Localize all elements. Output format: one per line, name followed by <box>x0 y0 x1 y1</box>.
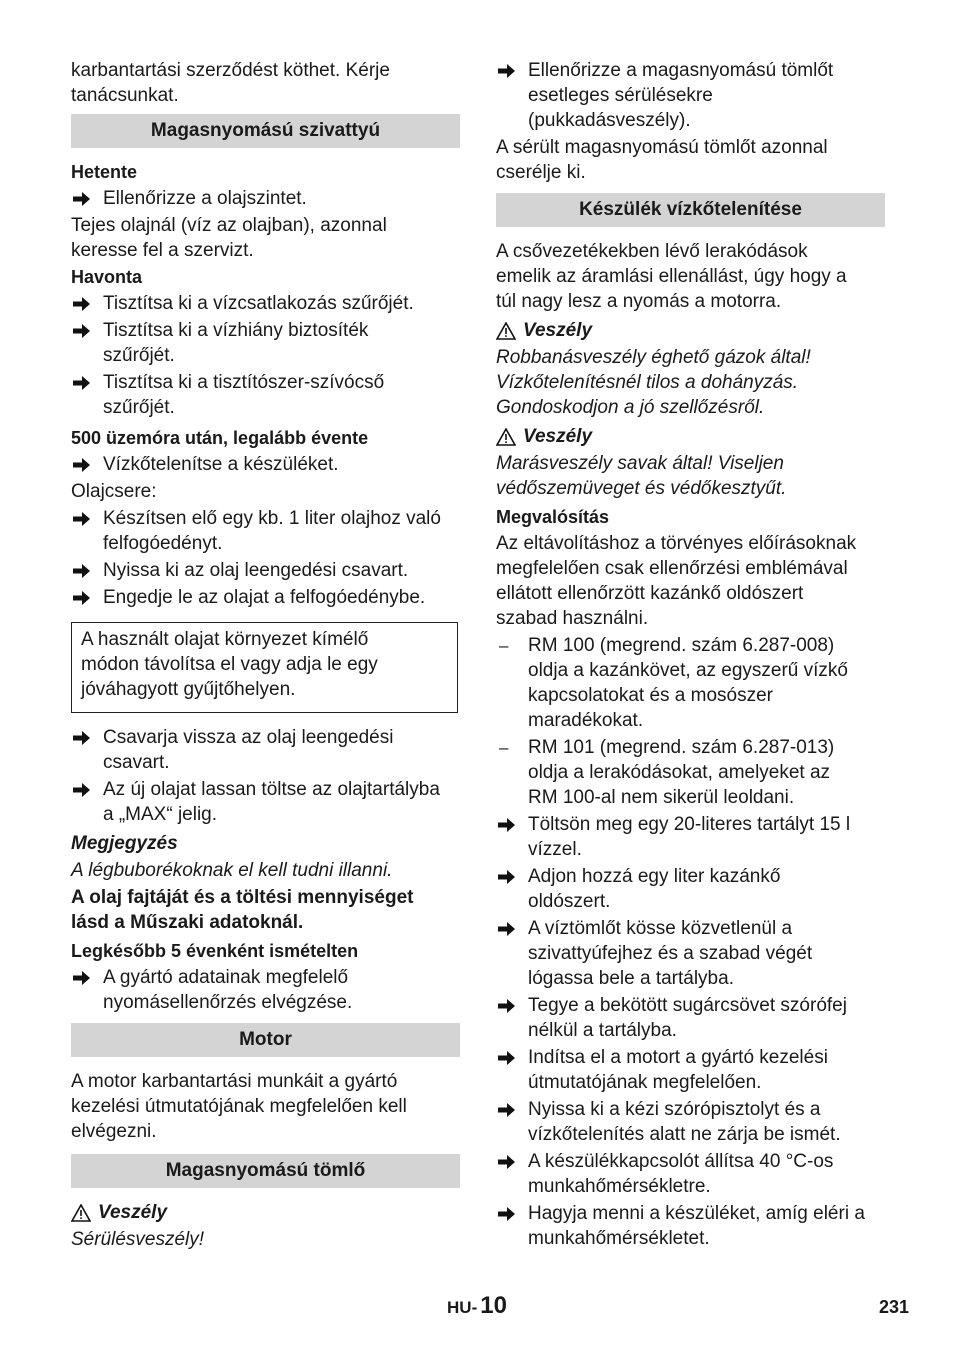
list-item: Tisztítsa ki a tisztítószer-szívócső szűrőjét. <box>71 370 460 420</box>
arrow-icon <box>498 1206 516 1222</box>
arrow-icon <box>498 1102 516 1118</box>
arrow-icon <box>498 998 516 1014</box>
heading-500-hours: 500 üzemóra után, legalább évente <box>71 428 369 448</box>
footer-separator: - <box>471 1298 478 1317</box>
warning-text: Sérülésveszély! <box>71 1229 205 1250</box>
arrow-icon <box>73 511 91 527</box>
intro-text: karbantartási szerződést köthet. Kérje tanácsunkat. <box>71 60 390 106</box>
list-item: Hagyja menni a készüléket, amíg eléri a munkahőmérsékletet. <box>496 1201 885 1251</box>
oil-change-label: Olajcsere: <box>71 481 157 502</box>
arrow-icon <box>73 457 91 473</box>
language-code: HU <box>447 1298 472 1317</box>
hose-text: A sérült magasnyomású tömlőt azonnal cserélje ki. <box>496 137 828 183</box>
motor-text: A motor karbantartási munkáit a gyártó kezelési útmutatójának megfelelően kell elvégezni. <box>71 1071 407 1142</box>
note-italic: A légbuborékoknak el kell tudni illanni. <box>71 860 393 881</box>
environment-notice-box: A használt olajat környezet kímélő módon távolítsa el vagy adja le egy jóváhagyott gyűjtőhelyen. <box>71 622 458 713</box>
descale-text: A csővezetékekben lévő lerakódások emelik az áramlási ellenállást, úgy hogy a túl nagy lesz a nyomás a motorra. <box>496 241 847 312</box>
arrow-icon <box>73 730 91 746</box>
arrow-icon <box>73 323 91 339</box>
list-item: Tisztítsa ki a vízhiány biztosíték szűrőjét. <box>71 318 460 368</box>
arrow-icon <box>73 970 91 986</box>
list-item: Készítsen elő egy kb. 1 liter olajhoz való felfogóedényt. <box>71 506 460 556</box>
arrow-icon <box>498 869 516 885</box>
warning-heading: Veszély <box>71 1200 460 1225</box>
list-item: Indítsa el a motort a gyártó kezelési útmutatójának megfelelően. <box>496 1045 885 1095</box>
list-item: Vízkőtelenítse a készüléket. <box>71 452 460 477</box>
arrow-icon <box>498 63 516 79</box>
list-item: Nyissa ki az olaj leengedési csavart. <box>71 558 460 583</box>
heading-implementation: Megvalósítás <box>496 507 610 527</box>
section-title-descale: Készülék vízkőtelenítése <box>496 193 885 227</box>
section-title-motor: Motor <box>71 1023 460 1057</box>
list-item: Tisztítsa ki a vízcsatlakozás szűrőjét. <box>71 291 460 316</box>
dash-list-item: – RM 101 (megrend. szám 6.287-013) oldja a lerakódásokat, amelyeket az RM 100-al nem sikerül leoldani. <box>499 737 835 808</box>
arrow-icon <box>73 590 91 606</box>
warning-heading: Veszély <box>496 424 885 449</box>
list-item: Az új olajat lassan töltse az olajtartályba a „MAX“ jelig. <box>71 777 460 827</box>
arrow-icon <box>73 375 91 391</box>
dash-bullet: – <box>499 636 509 655</box>
section-title-pump: Magasnyomású szivattyú <box>71 114 460 148</box>
list-item: Töltsön meg egy 20-literes tartályt 15 l vízzel. <box>496 812 885 862</box>
list-item: Engedje le az olajat a felfogóedénybe. <box>71 585 460 610</box>
list-item: Adjon hozzá egy liter kazánkő oldószert. <box>496 864 885 914</box>
arrow-icon <box>498 1050 516 1066</box>
local-page-number: 10 <box>480 1292 507 1319</box>
section-title-hose: Magasnyomású tömlő <box>71 1154 460 1188</box>
warning-heading: Veszély <box>496 318 885 343</box>
list-item: A készülékkapcsolót állítsa 40 °C-os munkahőmérsékletre. <box>496 1149 885 1199</box>
arrow-icon <box>73 563 91 579</box>
dash-bullet: – <box>499 738 509 757</box>
dash-list-item: – RM 100 (megrend. szám 6.287-008) oldja a kazánkövet, az egyszerű vízkő kapcsolatokat és a mosószer maradékokat. <box>499 635 849 731</box>
warning-icon <box>496 428 516 446</box>
list-item: Nyissa ki a kézi szórópisztolyt és a vízkőtelenítés alatt ne zárja be ismét. <box>496 1097 885 1147</box>
warning-icon <box>496 322 516 340</box>
arrow-icon <box>73 782 91 798</box>
left-column <box>71 58 460 1254</box>
list-item: Tegye a bekötött sugárcsövet szórófej nélkül a tartályba. <box>496 993 885 1043</box>
arrow-icon <box>498 817 516 833</box>
list-item: Ellenőrizze a olajszintet. <box>71 186 460 211</box>
heading-weekly: Hetente <box>71 162 138 182</box>
arrow-icon <box>73 191 91 207</box>
arrow-icon <box>498 1154 516 1170</box>
heading-monthly: Havonta <box>71 267 143 287</box>
weekly-text: Tejes olajnál (víz az olajban), azonnal keresse fel a szervizt. <box>71 215 387 261</box>
page-footer-center <box>447 1292 507 1320</box>
note-heading: Megjegyzés <box>71 833 178 854</box>
warning-text: Robbanásveszély éghető gázok által! Vízkőtelenítésnél tilos a dohányzás. Gondoskodjon a jó szellőzésről. <box>496 347 811 418</box>
arrow-icon <box>498 921 516 937</box>
list-item: A gyártó adatainak megfelelő nyomásellenőrzés elvégzése. <box>71 965 460 1015</box>
heading-five-years: Legkésőbb 5 évenként ismételten <box>71 941 359 961</box>
list-item: Ellenőrizze a magasnyomású tömlőt esetleges sérülésekre (pukkadásveszély). <box>496 58 885 133</box>
note-bold: A olaj fajtáját és a töltési mennyiséget lásd a Műszaki adatoknál. <box>71 887 414 933</box>
implementation-text: Az eltávolításhoz a törvényes előírásoknak megfelelően csak ellenőrzési emblémával ellátott ellenőrzött kazánkő oldószert szabad használni. <box>496 533 857 629</box>
page-number: 231 <box>879 1297 910 1317</box>
warning-text: Marásveszély savak által! Viseljen védőszemüveget és védőkesztyűt. <box>496 453 787 499</box>
warning-icon <box>71 1204 91 1222</box>
list-item: Csavarja vissza az olaj leengedési csavart. <box>71 725 460 775</box>
list-item: A víztömlőt kösse közvetlenül a szivattyúfejhez és a szabad végét lógassa bele a tartályba. <box>496 916 885 991</box>
arrow-icon <box>73 296 91 312</box>
right-column <box>496 58 885 1253</box>
